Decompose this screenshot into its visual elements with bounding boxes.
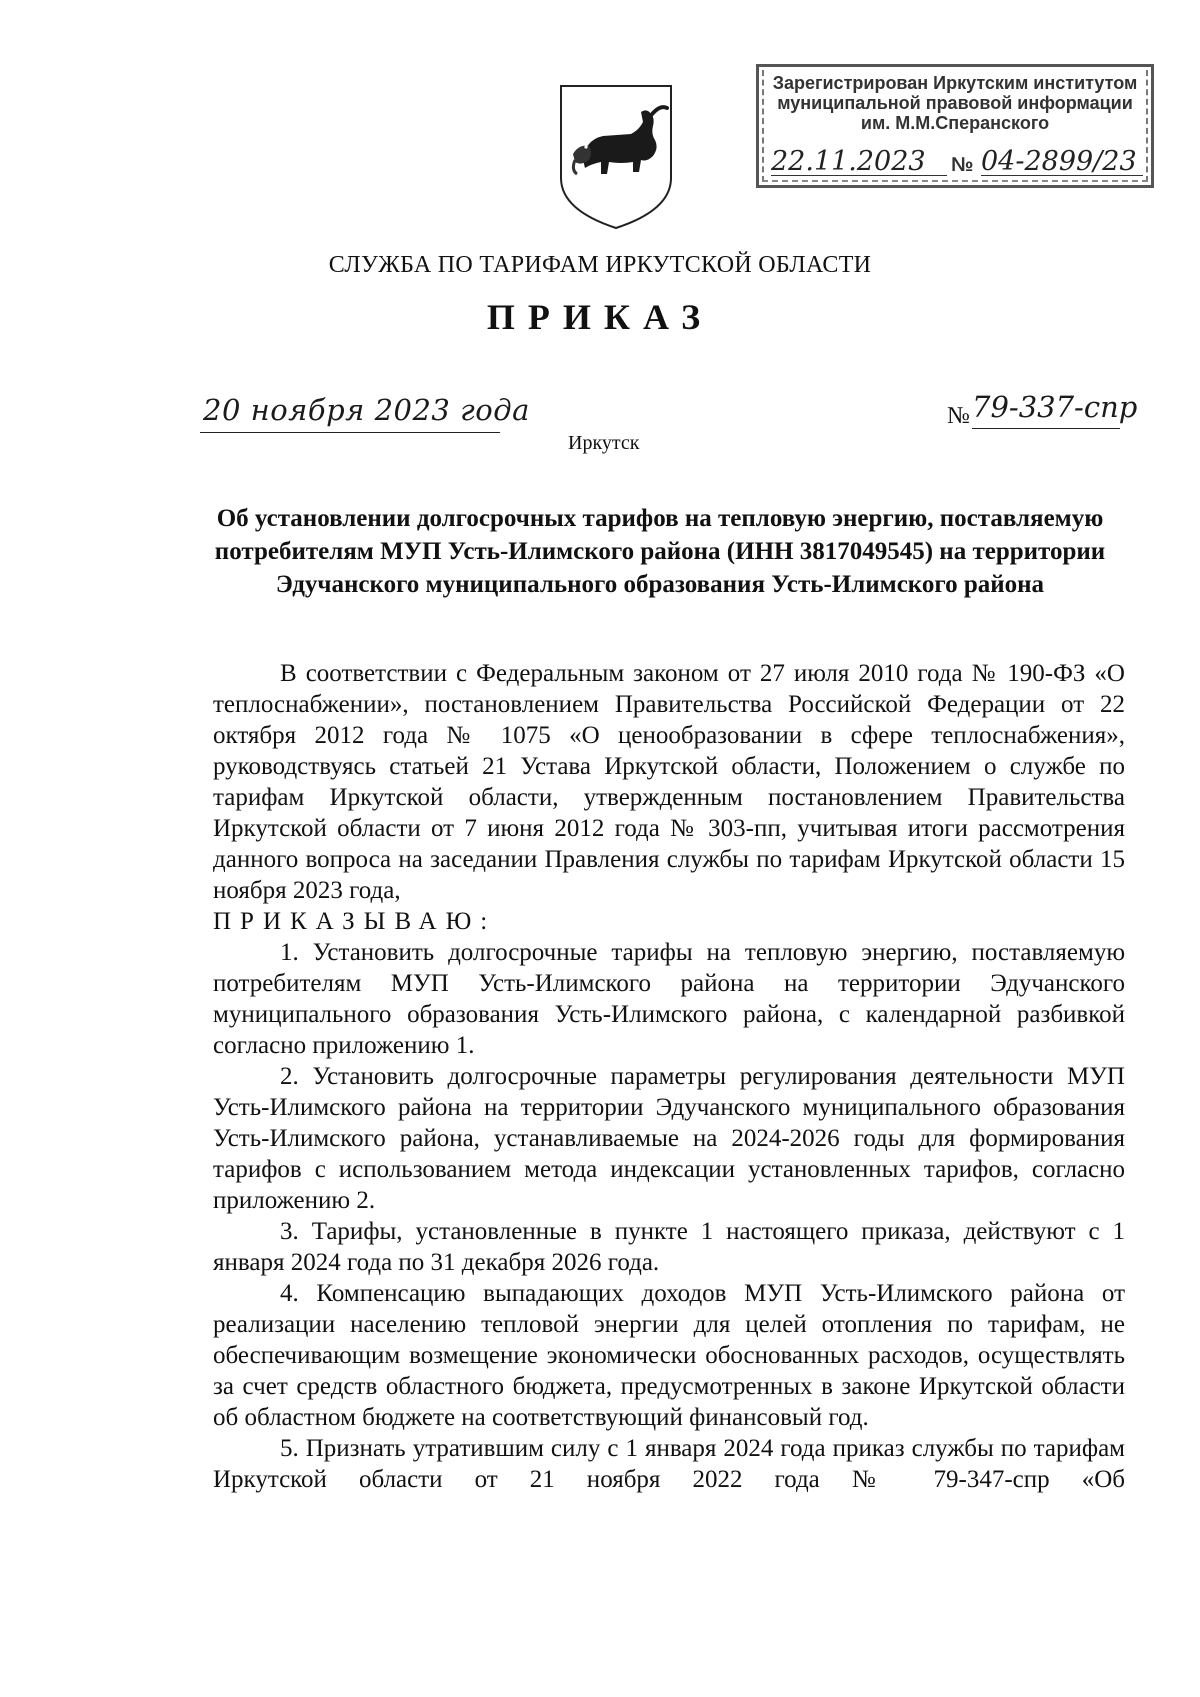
coat-of-arms-icon (555, 82, 677, 232)
document-type: ПРИКАЗ (486, 297, 714, 337)
document-title: Об установлении долгосрочных тарифов на тепловую энергию, поставляемую потребителям МУП Усть-Илимского района (ИНН 3817049545) на территории Эдучанского муниципального образования Усть-Илимского района (214, 505, 1106, 598)
order-item-5: 5. Признать утратившим силу с 1 января 2024 года приказ службы по тарифам Иркутской области от 21 ноября 2022 года № 79-347-спр «Об (213, 1435, 1125, 1493)
order-item-4: 4. Компенсацию выпадающих доходов МУП Усть-Илимского района от реализации населению тепловой энергии для целей отопления по тарифам, не обеспечивающим возмещение экономически обоснованных расходов, осуществлять за счет средств областного бюджета, предусмотренных в законе Иркутской области об областном бюджете на соответствующий финансовый год. (213, 1280, 1125, 1431)
stamp-line-1: Зарегистрирован Иркутским институтом (772, 73, 1138, 93)
stamp-number: 04-2899/23 (981, 146, 1137, 177)
document-date: 20 ноября 2023 года (203, 393, 530, 427)
stamp-line-3: им. М.М.Сперанского (860, 113, 1050, 133)
order-item-3: 3. Тарифы, установленные в пункте 1 настоящего приказа, действуют с 1 января 2024 года по 31 декабря 2026 года. (213, 1218, 1125, 1276)
registration-stamp (756, 64, 1154, 188)
document-number: 79-337-спр (972, 390, 1138, 424)
document-number-label: № (947, 403, 970, 429)
preamble-paragraph: В соответствии с Федеральным законом от 27 июля 2010 года № 190-ФЗ «О теплоснабжении», постановлением Правительства Российской Федерации от 22 октября 2012 года № 1075 «О ценообразовании в сфере теплоснабжения», руководствуясь статьей 21 Устава Иркутской области, Положением о службе по тарифам Иркутской области, утвержденным постановлением Правительства Иркутской области от 7 июня 2012 года № 303-пп, учитывая итоги рассмотрения данного вопроса на заседании Правления службы по тарифам Иркутской области 15 ноября 2023 года, (213, 660, 1125, 904)
order-item-2: 2. Установить долгосрочные параметры регулирования деятельности МУП Усть-Илимского района на территории Эдучанского муниципального образования Усть-Илимского района, устанавливаемые на 2024-2026 годы для формирования тарифов с использованием метода индексации установленных тарифов, согласно приложению 2. (213, 1063, 1125, 1214)
stamp-number-label: № (951, 154, 974, 176)
order-word: ПРИКАЗЫВАЮ: (213, 908, 497, 935)
stamp-line-2: муниципальной правовой информации (777, 93, 1133, 113)
order-item-1: 1. Установить долгосрочные тарифы на тепловую энергию, поставляемую потребителям МУП Усть-Илимского района на территории Эдучанского муниципального образования Усть-Илимского района, с календарной разбивкой согласно приложению 1. (213, 939, 1125, 1059)
stamp-date: 22.11.2023 (771, 146, 926, 177)
document-city: Иркутск (568, 432, 640, 454)
document-body (213, 658, 1125, 1495)
organization-name: СЛУЖБА ПО ТАРИФАМ ИРКУТСКОЙ ОБЛАСТИ (328, 252, 872, 278)
